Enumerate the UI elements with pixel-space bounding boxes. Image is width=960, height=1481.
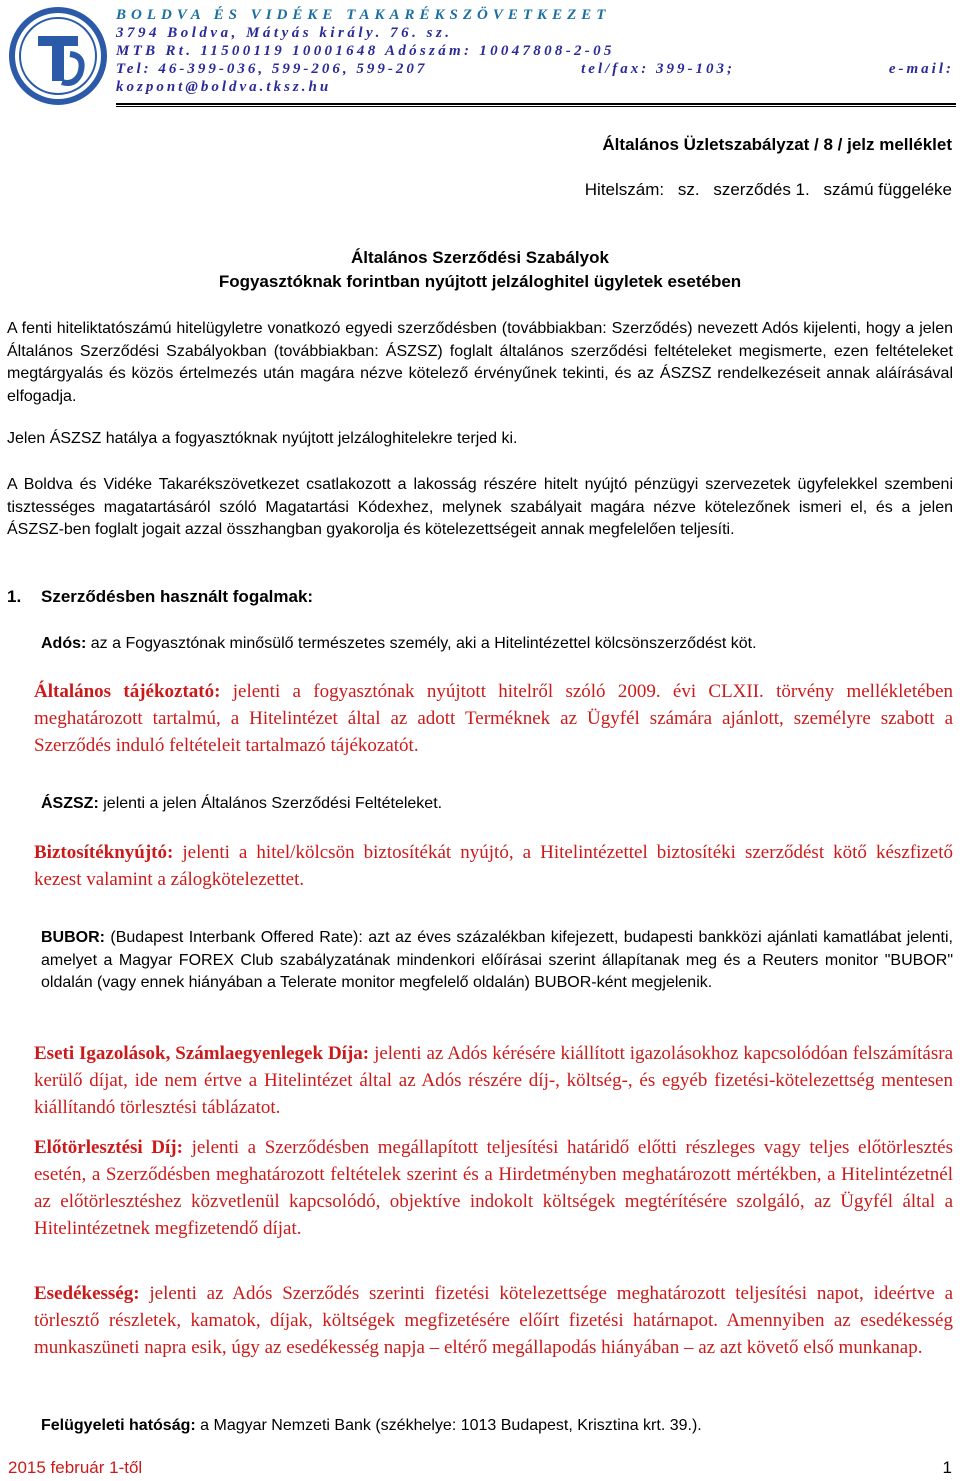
intro-paragraph-1: A fenti hiteliktatószámú hitelügyletre vonatkozó egyedi szerződésben (továbbiakban: Szerződés) nevezett Adós kijelenti, hogy a jelen Általános Szerződési Szabályokban (továbbiakban: ÁSZSZ) foglalt általános szerződési feltételeket megismerte, ezen feltételeket megtárgyalás és közös értelmezés után magára nézve kötelező érvényűnek tekinti, és az ÁSZSZ rendelkezéseit annak aláírásával elfogadja. [7,320,953,405]
loan-sz: sz. [677,180,700,199]
definition-tajekoztato [34,678,953,759]
definition-bubor [41,927,953,995]
term-bubor: BUBOR: [41,929,105,946]
text-aszsz: jelenti a jelen Általános Szerződési Feltételeket. [103,795,443,812]
term-tajekoztato: Általános tájékoztató: [34,681,221,702]
definition-elotorlesztesi-dij [34,1134,953,1242]
definition-aszsz [41,793,953,816]
company-bank-info: MTB Rt. 11500119 10001648 Adószám: 10047808-2-05 [116,43,615,59]
text-ados: az a Fogyasztónak minősülő természetes személy, aki a Hitelintézettel kölcsönszerződést köt. [90,635,757,652]
term-esedekesseg: Esedékesség: [34,1283,140,1304]
text-bubor: (Budapest Interbank Offered Rate): azt az éves százalékban kifejezett, budapesti bankközi ajánlati kamatlábat jelenti, amelyet a Magyar FOREX Club szabályzatának mindenkori előírásai szerint állapítanak meg és a Reuters monitor "BUBOR" oldalán (vagy ennek hiányában a Telerate monitor megfelelő oldalán) BUBOR-ként megjelenik. [41,929,953,991]
loan-label: Hitelszám: [584,180,665,199]
definition-biztositeknyujto [34,839,953,893]
term-aszsz: ÁSZSZ: [41,795,99,812]
definition-ados [41,633,953,656]
annex-title: Általános Üzletszabályzat / 8 / jelz melléklet [602,135,952,154]
intro-paragraph-2: Jelen ÁSZSZ hatálya a fogyasztóknak nyújtott jelzáloghitelekre terjed ki. [7,430,518,447]
page-number: 1 [942,1458,952,1477]
intro-paragraph-3: A Boldva és Vidéke Takarékszövetkezet csatlakozott a lakosság részére hitelt nyújtó pénzügyi szervezetek ügyfelekkel szembeni tisztességes magatartásáról szóló Magatartási Kódexhez, melynek szabályait magára nézve kötelezőnek ismeri el, és a jelen ÁSZSZ-ben foglalt jogait azzal összhangban gyakorolja és kötelezettségeit annak megfelelően teljesíti. [7,476,953,538]
definition-felugyeleti-hatosag [41,1415,953,1438]
definition-eseti-dij [34,1040,953,1121]
loan-contract: szerződés 1. [713,180,810,199]
text-elotorlesztesi-dij: jelenti a Szerződésben megállapított teljesítési határidő előtti részleges vagy teljes előtörlesztés esetén, a Szerződésben meghatározott feltételek szerint és a Hirdetményben meghatározott mértékben, a Hitelintézetnél az előtörlesztéshez közvetlenül kapcsolódó, objektíve indokolt költségek megtérítésére szolgáló, az Ügyfél által a Hitelintézetnek megfizetendő díjat. [34,1137,953,1239]
company-address: 3794 Boldva, Mátyás király. 76. sz. [116,25,453,41]
text-eseti-dij: jelenti az Adós kérésére kiállított igazolásokhoz kapcsolódóan felszámításra kerülő díjat, ide nem értve a Hitelintézet által az Adós részére díj-, költség-, és egyéb fizetési-kötelezettség mentesen kiállítandó törlesztési táblázatot. [34,1043,954,1118]
company-name: BOLDVA ÉS VIDÉKE TAKARÉKSZÖVETKEZET [116,7,611,23]
term-biztositeknyujto: Biztosítéknyújtó: [34,842,174,863]
header-divider-thin [116,106,956,107]
company-logo [8,6,108,106]
text-tajekoztato: jelenti a fogyasztónak nyújtott hitelről szóló 2009. évi CLXII. törvény mellékletében meghatározott tartalmú, a Hitelintézet által az adott Terméknek az Ügyfél számára ajánlott, személyre szabott a Szerződés induló feltételeit tartalmazó tájékozatót. [34,681,954,756]
text-felugyeleti-hatosag: a Magyar Nemzeti Bank (székhelye: 1013 Budapest, Krisztina krt. 39.). [200,1417,702,1434]
section-heading [7,587,313,607]
text-biztositeknyujto: jelenti a hitel/kölcsön biztosítékát nyújtó, a Hitelintézettel biztosítéki szerződést kötő készfizető kezest valamint a zálogkötelezettet. [34,842,954,890]
company-email[interactable]: kozpont@boldva.tksz.hu [116,79,332,95]
company-phone: Tel: 46-399-036, 599-206, 599-207 [116,61,428,77]
letterhead [116,6,954,96]
header-divider [116,103,956,105]
loan-suffix: számú függeléke [823,180,952,199]
title-line-1: Általános Szerződési Szabályok [351,248,609,267]
definition-esedekesseg [34,1280,953,1361]
title-line-2: Fogyasztóknak forintban nyújtott jelzáloghitel ügyletek esetében [218,272,742,291]
section-title: Szerződésben használt fogalmak: [41,587,314,606]
term-elotorlesztesi-dij: Előtörlesztési Díj: [34,1137,183,1158]
text-esedekesseg: jelenti az Adós Szerződés szerinti fizetési kötelezettsége meghatározott teljesítési napot, ideértve a törlesztő részletek, kamatok, díjak, költségek megfizetésére előírt fizetési határnapot. Amennyiben az esedékesség munkaszüneti napra esik, úgy az esedékesség napja – eltérő megállapodás hiányában – az azt követő első munkanap. [34,1283,954,1358]
document-title [0,246,960,294]
term-eseti-dij: Eseti Igazolások, Számlaegyenlegek Díja: [34,1043,370,1064]
footer-date: 2015 február 1-től [8,1458,143,1477]
section-number: 1. [7,587,22,606]
company-contact-row [116,60,954,78]
company-fax: tel/fax: 399-103; [581,61,736,77]
company-email-label: e-mail: [888,61,954,77]
loan-number-line [585,180,952,200]
term-felugyeleti-hatosag: Felügyeleti hatóság: [41,1417,196,1434]
term-ados: Adós: [41,635,87,652]
